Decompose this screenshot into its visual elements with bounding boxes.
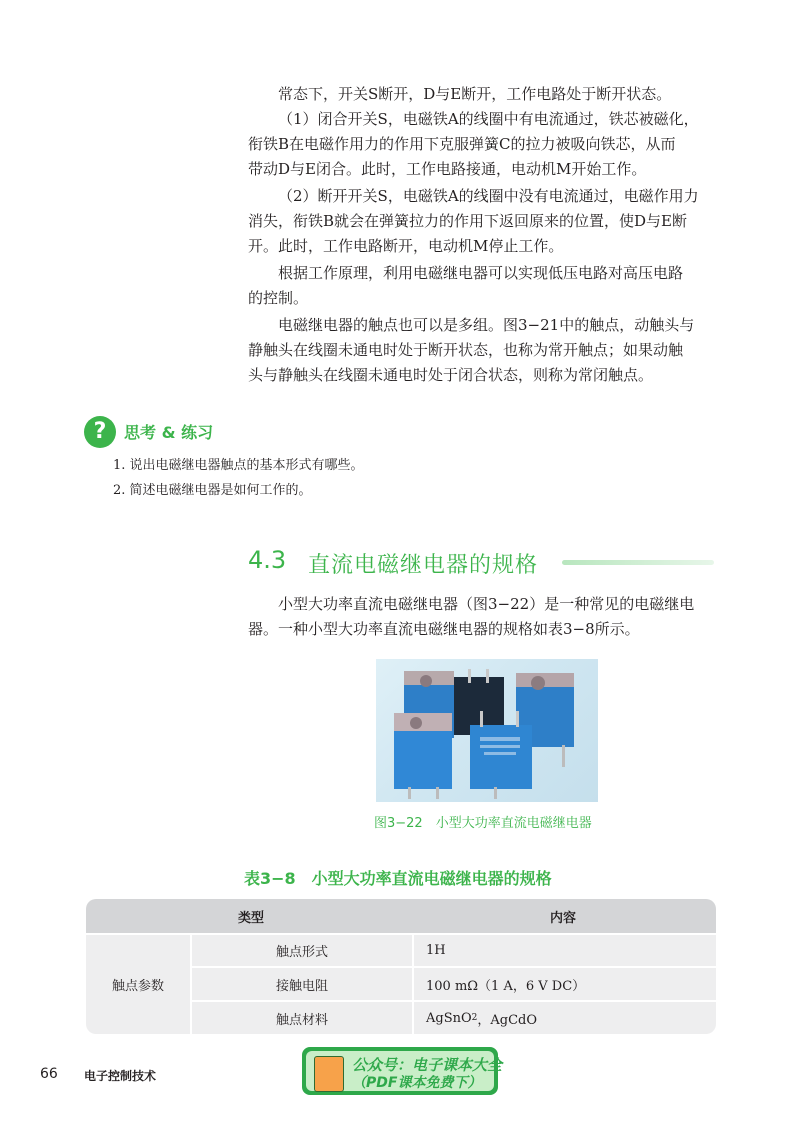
wechat-banner[interactable] bbox=[302, 1047, 503, 1095]
book-title: 电子控制技术 bbox=[84, 1069, 157, 1083]
table-header bbox=[86, 899, 716, 933]
think-practice-title: 思考 & 练习 bbox=[124, 423, 214, 442]
banner-body bbox=[306, 1051, 503, 1091]
table-row bbox=[192, 935, 412, 966]
table-row bbox=[414, 968, 716, 1000]
paragraph-line: （2）断开开关S，电磁铁A的线圈中没有电流通过，电磁作用力 bbox=[278, 187, 699, 205]
exercise-item-2: 2. 简述电磁继电器是如何工作的。 bbox=[113, 483, 312, 498]
section-underline bbox=[562, 560, 714, 565]
paragraph-line: 的控制。 bbox=[248, 289, 309, 307]
relay-illustration bbox=[376, 659, 598, 802]
paragraph-line: 开。此时，工作电路断开，电动机M停止工作。 bbox=[248, 237, 564, 255]
group-cell bbox=[86, 935, 190, 1034]
paragraph-line: 头与静触头在线圈未通电时处于闭合状态，则称为常闭触点。 bbox=[248, 366, 654, 384]
paragraph-line: 消失，衔铁B就会在弹簧拉力的作用下返回原来的位置，使D与E断 bbox=[248, 212, 688, 230]
paragraph bbox=[248, 82, 716, 107]
group-label: 触点参数 bbox=[111, 979, 164, 994]
intro-line: 器。一种小型大功率直流电磁继电器的规格如表3−8所示。 bbox=[248, 620, 640, 638]
row-value: AgSnO bbox=[426, 1010, 472, 1026]
page-number: 66 bbox=[40, 1066, 58, 1082]
row-name: 触点形式 bbox=[275, 945, 328, 960]
row-value: 1H bbox=[426, 943, 446, 958]
paragraph-line: （1）闭合开关S，电磁铁A的线圈中有电流通过，铁芯被磁化， bbox=[278, 110, 699, 128]
table-row bbox=[192, 968, 412, 1000]
relay-photo bbox=[376, 659, 598, 802]
row-value: 100 mΩ（1 A，6 V DC） bbox=[426, 978, 586, 994]
row-value-tail: ，AgCdO bbox=[477, 1012, 538, 1028]
row-name: 触点材料 bbox=[275, 1012, 328, 1028]
banner-line-2: （PDF课本免费下） bbox=[352, 1075, 482, 1091]
paragraph-line: 带动D与E闭合。此时，工作电路接通，电动机M开始工作。 bbox=[248, 160, 647, 178]
paragraph bbox=[248, 261, 716, 311]
paragraph-line: 衔铁B在电磁作用力的作用下克服弹簧C的拉力被吸向铁芯，从而 bbox=[248, 135, 676, 153]
paragraph-line: 电磁继电器的触点也可以是多组。图3−21中的触点，动触头与 bbox=[278, 316, 695, 334]
paragraph-line: 常态下，开关S断开，D与E断开，工作电路处于断开状态。 bbox=[278, 85, 672, 103]
paragraph bbox=[248, 313, 716, 388]
table-row bbox=[192, 1002, 412, 1034]
paragraph-line: 根据工作原理，利用电磁继电器可以实现低压电路对高压电路 bbox=[278, 264, 684, 282]
question-icon: ? bbox=[84, 416, 116, 448]
table-row bbox=[414, 935, 716, 966]
section-title: 直流电磁继电器的规格 bbox=[308, 553, 539, 578]
table-row bbox=[414, 1002, 716, 1034]
figure-caption: 图3−22 小型大功率直流电磁继电器 bbox=[374, 816, 592, 831]
header-content: 内容 bbox=[550, 911, 577, 926]
exercise-item-1: 1. 说出电磁继电器触点的基本形式有哪些。 bbox=[113, 458, 364, 473]
section-intro bbox=[248, 592, 716, 642]
paragraph-line: 静触头在线圈未通电时处于断开状态，也称为常开触点；如果动触 bbox=[248, 341, 684, 359]
paragraph bbox=[248, 107, 716, 182]
paragraph bbox=[248, 184, 716, 259]
header-type: 类型 bbox=[238, 911, 265, 926]
banner-line-1: 公众号：电子课本大全 bbox=[352, 1056, 503, 1074]
table-title: 表3−8 小型大功率直流电磁继电器的规格 bbox=[244, 869, 552, 888]
section-number: 4.3 bbox=[248, 546, 287, 574]
intro-line: 小型大功率直流电磁继电器（图3−22）是一种常见的电磁继电 bbox=[278, 595, 695, 613]
row-name: 接触电阻 bbox=[275, 978, 328, 994]
book-icon bbox=[314, 1056, 344, 1092]
row-value-subscript: 2 bbox=[471, 1013, 478, 1023]
spec-table bbox=[86, 899, 716, 1034]
